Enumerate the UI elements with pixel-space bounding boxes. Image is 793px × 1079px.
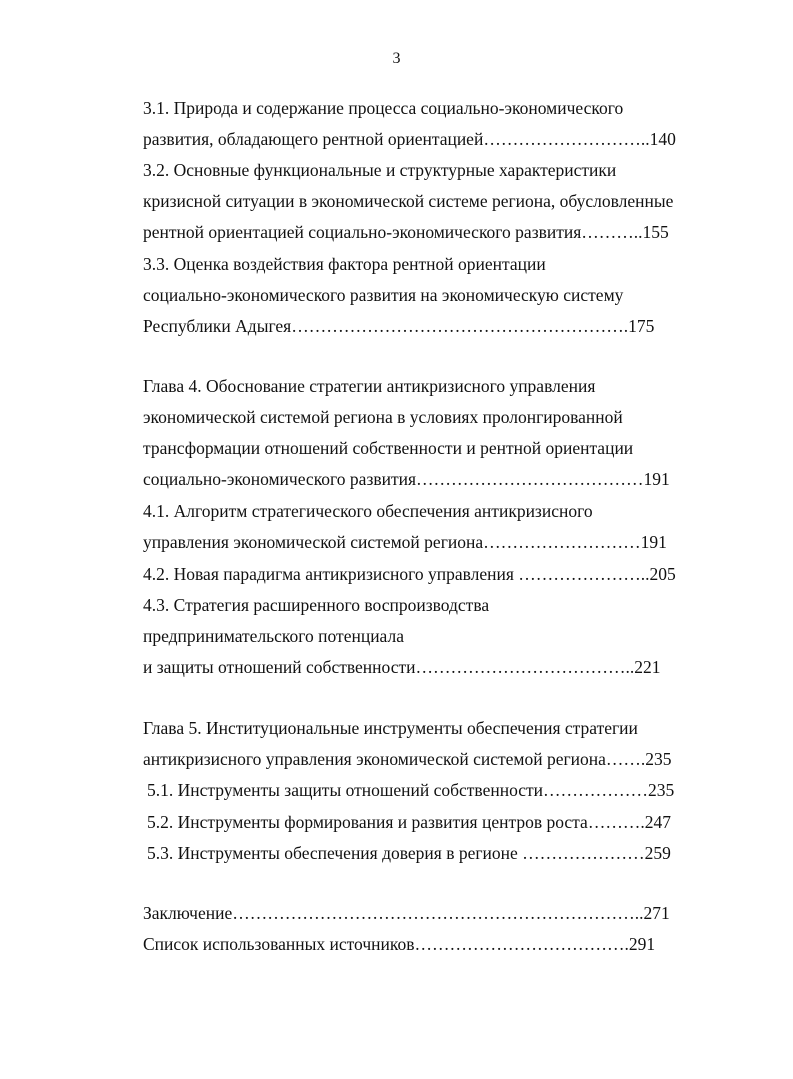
toc-line: социально-экономического развития на экономическую систему [143, 285, 624, 305]
toc-line: рентной ориентацией социально-экономического развития………..155 [143, 222, 669, 242]
toc-entry-5-1: 5.1. Инструменты защиты отношений собственности………………235 [147, 780, 675, 800]
toc-line: Глава 5. Институциональные инструменты обеспечения стратегии [143, 718, 638, 738]
toc-line: управления экономической системой региона………………………191 [143, 532, 667, 552]
toc-line: кризисной ситуации в экономической системе региона, обусловленные [143, 191, 674, 211]
toc-line: предпринимательского потенциала [143, 626, 404, 646]
toc-entry-5-2: 5.2. Инструменты формирования и развития центров роста……….247 [147, 812, 671, 832]
toc-line: 4.2. Новая парадигма антикризисного управления …………………..205 [143, 564, 676, 584]
toc-line: трансформации отношений собственности и рентной ориентации [143, 438, 634, 458]
toc-line: развития, обладающего рентной ориентацией………………………..140 [143, 129, 676, 149]
toc-line: 3.3. Оценка воздействия фактора рентной ориентации [143, 254, 546, 274]
toc-line: Республики Адыгея………………………………………………….175 [143, 316, 655, 336]
toc-conclusion: Заключение……………………………………………………………..271 [143, 903, 670, 923]
toc-line: экономической системой региона в условиях пролонгированной [143, 407, 623, 427]
toc-line: 3.1. Природа и содержание процесса социально-экономического [143, 98, 624, 118]
toc-line: 4.1. Алгоритм стратегического обеспечения антикризисного [143, 501, 593, 521]
toc-line: социально-экономического развития…………………………………191 [143, 469, 670, 489]
toc-entry-5-3: 5.3. Инструменты обеспечения доверия в регионе …………………259 [147, 843, 671, 863]
toc-references: Список использованных источников……………………………….291 [143, 934, 656, 954]
page-number: 3 [392, 50, 401, 67]
toc-line: антикризисного управления экономической системой региона…….235 [143, 749, 672, 769]
toc-line: 4.3. Стратегия расширенного воспроизводства [143, 595, 490, 615]
toc-line: 3.2. Основные функциональные и структурные характеристики [143, 160, 617, 180]
toc-line: Глава 4. Обоснование стратегии антикризисного управления [143, 376, 596, 396]
toc-line: и защиты отношений собственности………………………………..221 [143, 657, 661, 677]
